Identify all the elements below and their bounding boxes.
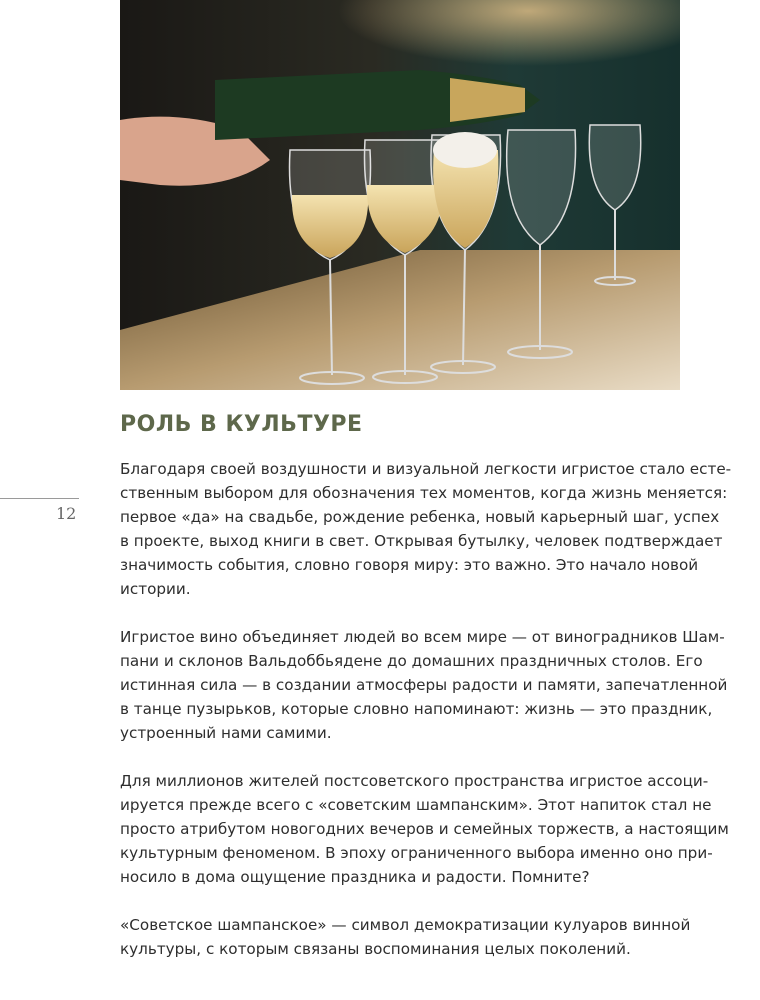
text-line: в проекте, выход книги в свет. Открывая бутылку, человек подтверждает <box>120 532 723 550</box>
paragraph <box>120 769 729 889</box>
text-line: значимость события, словно говоря миру: это важно. Это начало новой <box>120 556 699 574</box>
text-line: Игристое вино объединяет людей во всем мире — от виноградников Шам- <box>120 628 725 646</box>
text-line: просто атрибутом новогодних вечеров и семейных торжеств, а настоящим <box>120 820 729 838</box>
paragraph <box>120 913 691 961</box>
text-line: носило в дома ощущение праздника и радости. Помните? <box>120 868 590 886</box>
text-line: устроенный нами самими. <box>120 724 332 742</box>
page-number: 12 <box>56 504 77 523</box>
text-line: истории. <box>120 580 191 598</box>
text-line: Для миллионов жителей постсоветского пространства игристое ассоци- <box>120 772 709 790</box>
section-heading: РОЛЬ В КУЛЬТУРЕ <box>120 412 363 437</box>
champagne-photo <box>120 0 680 390</box>
body-text <box>120 457 732 985</box>
text-line: в танце пузырьков, которые словно напоминают: жизнь — это праздник, <box>120 700 713 718</box>
text-line: ственным выбором для обозначения тех моментов, когда жизнь меняется: <box>120 484 728 502</box>
text-line: пани и склонов Вальдоббьядене до домашних праздничных столов. Его <box>120 652 703 670</box>
champagne-pouring-photo-icon <box>120 0 680 390</box>
text-line: истинная сила — в создании атмосферы радости и памяти, запечатленной <box>120 676 728 694</box>
page-number-rule <box>0 498 79 499</box>
text-line: культурным феноменом. В эпоху ограниченного выбора именно оно при- <box>120 844 713 862</box>
text-line: «Советское шампанское» — символ демократизации кулуаров винной <box>120 916 691 934</box>
text-line: культуры, с которым связаны воспоминания целых поколений. <box>120 940 631 958</box>
paragraph <box>120 625 728 745</box>
paragraph <box>120 457 732 601</box>
text-line: Благодаря своей воздушности и визуальной легкости игристое стало есте- <box>120 460 732 478</box>
text-line: первое «да» на свадьбе, рождение ребенка, новый карьерный шаг, успех <box>120 508 720 526</box>
text-line: ируется прежде всего с «советским шампанским». Этот напиток стал не <box>120 796 712 814</box>
